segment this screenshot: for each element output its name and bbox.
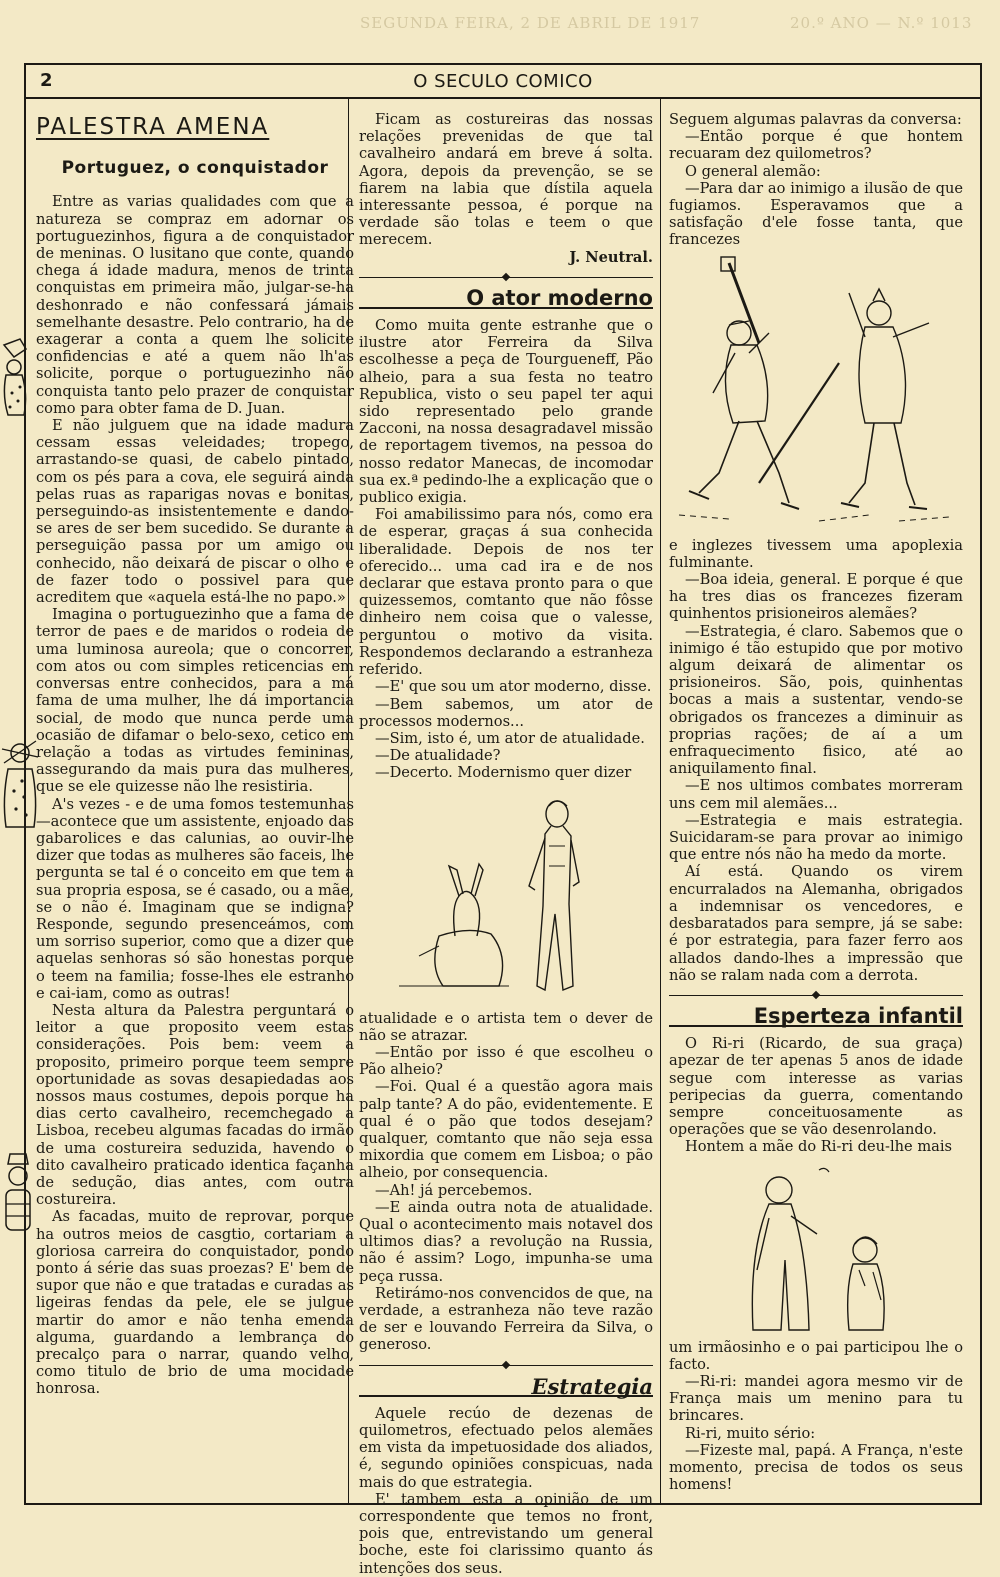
section-separator (669, 992, 963, 1000)
palestra-paragraph-5: Nesta altura da Palestra perguntará o leitor a que proposito veem estas considerações. Pois bem: veem a proposito, primeiro porque teem sempre oportunidade as sovas desapiedadas aos nossos maus costumes, depois porque ha dias certo cavalheiro, recemchegado a Lisboa, recebeu algumas facadas do irmão de uma costureira seduzida, havendo o dito cavalheiro praticado identica façanha de sedução, dias antes, com outra costureira. (36, 1001, 354, 1209)
palestra-heading: PALESTRA AMENA (36, 114, 270, 140)
bleed-through-date: SEGUNDA FEIRA, 2 DE ABRIL DE 1917 (360, 14, 701, 32)
column-3 (669, 111, 963, 1495)
column-1 (36, 111, 354, 1495)
ator-dialogue-5: —Decerto. Modernismo quer dizer (375, 764, 632, 782)
palestra-paragraph-4: A's vezes - e de uma fomos testemunhas—acontece que um assistente, enjoado das gabarolices e das calunias, ao ouvir-lhe dizer que todas as mulheres são faceis, lhe pergunta se tal é o conceito em que tem a sua propria esposa, se é casado, ou a mãe, se o não é. Imaginam que se indigna? Responde, segundo presenceámos, com um sorriso superior, como que a dizer que aquelas senhoras só são honestas porque o teem na familia; fosse-lhes ele estranho e cai-iam, como as outras! (36, 795, 354, 1002)
ator-paragraph-1: Como muita gente estranhe que o ilustre ator Ferreira da Silva escolhesse a peça de Tourgueneff, Pão alheio, para a sua festa no teatro Republica, visto o seu papel ter aqui sido representado pelo grande Zacconi, na nossa desagradavel missão de reportagem tivemos, na pessoa do nosso redator Manecas, de incomodar sua ex.ª pedindo-lhe a explicação que o publico exigia. (359, 317, 653, 507)
ator-dialogue-7: —Foi. Qual é a questão agora mais palp tante? A do pão, evidentemente. E qual é o pão que todos desejam? qualquer, comtanto que não seja essa mixordia que comem em Lisboa; o pão alheio, por consequencia. (359, 1078, 653, 1182)
newspaper-title: O SECULO COMICO (413, 71, 593, 92)
actor-illustration (359, 786, 653, 1006)
palestra-paragraph-3: Imagina o portuguezinho que a fama de terror de paes e de maridos o rodeia de uma luminosa aureola; que o concorrer, com atos ou com simples reticencias em conversas entre conhecidos, para a má fama de uma mulher, lhe dá importancia social, de modo que nunca perde uma ocasião de difamar o belo-sexo, cetico em relação a todas as virtudes femininas, assegurando da mais pura das mulheres, que se ele quizesse não lhe resistiria. (36, 606, 354, 796)
esperteza-paragraph-4: Ri-ri, muito sério: (685, 1424, 816, 1442)
estrategia-paragraph-1: Aquele recúo de dezenas de quilometros, efectuado pelos alemães em vista da impetuosidade dos aliados, é, segundo opiniões conspicuas, nada mais do que estrategia. (359, 1404, 653, 1491)
esperteza-paragraph-1: O Ri-ri (Ricardo, de sua graça) apezar de ter apenas 5 anos de idade segue com interesse as varias peripecias da guerra, comentando sempre conceituosamente as operações que se vão desenrolando. (669, 1035, 963, 1139)
ator-dialogue-3: —Sim, isto é, um ator de atualidade. (375, 729, 645, 747)
ator-dialogue-4: —De atualidade? (375, 747, 501, 765)
ator-paragraph-4: Retirámo-nos convencidos de que, na verdade, a estranheza não teve razão de ser e louvando Ferreira da Silva, o generoso. (359, 1284, 653, 1354)
section-separator (359, 274, 653, 282)
esperteza-dialogue-2: —Fizeste mal, papá. A França, n'este momento, precisa de todos os seus homens! (669, 1441, 963, 1494)
estrategia-dialogue-6: —E nos ultimos combates morreram uns cem mil alemães... (669, 777, 963, 812)
ator-paragraph-2: Foi amabilissimo para nós, como era de esperar, graças á sua conhecida liberalidade. Depois de nos ter oferecido... uma cad ira e de nos declarar que estava pronto para o que quizessemos, comtanto que não fôsse dinheiro nem coisa que o valesse, perguntou o motivo da visita. Respondemos declarando a estranheza referido. (359, 506, 653, 679)
ator-dialogue-6: —Então por isso é que escolheu o Pão alheio? (359, 1043, 653, 1079)
estrategia-dialogue-5: —Estrategia, é claro. Sabemos que o inimigo é tão estupido que por motivo algum deixará de alimentar os prisioneiros. São, pois, quinhentas bocas a mais a sustentar, vendo-se obrigados os francezes a diminuir as proprias rações; de aí a um enfraquecimento fisico, até ao aniquilamento final. (669, 622, 963, 778)
section-separator (359, 1362, 653, 1370)
esperteza-paragraph-2: Hontem a mãe do Ri-ri deu-lhe mais (685, 1138, 953, 1156)
ator-dialogue-9: —E ainda outra nota de atualidade. Qual o acontecimento mais notavel dos ultimos dias? a revolução na Russia, não é assim? Logo, impunha-se uma peça russa. (359, 1198, 653, 1285)
estrategia-paragraph-4: e inglezes tivessem uma apoplexia fulminante. (669, 536, 963, 571)
ator-paragraph-3: atualidade e o artista tem o dever de não se atrazar. (359, 1009, 653, 1044)
bleed-through-issue: 20.º ANO — N.º 1013 (790, 14, 973, 32)
palestra-paragraph-6: As facadas, muito de reprovar, porque ha outros meios de casgtio, cortariam a gloriosa carreira do conquistador, pondo ponto á série das suas proezas? E' bem de supor que não e que tratadas e curadas as ligeiras fendas da pele, ele se julgue martir do amor e não tenha emenda alguma, guardando a lembrança do precalço para o narrar, quando velho, como titulo de brio de uma mocidade honrosa. (36, 1208, 354, 1398)
estrategia-dialogue-2: O general alemão: (685, 162, 821, 180)
ator-dialogue-8: —Ah! já percebemos. (375, 1181, 533, 1199)
estrategia-paragraph-2: E' tambem esta a opinião de um correspondente que temos no front, pois que, entrevistando um general boche, este foi clarissimo quanto ás intenções dos seus. (359, 1490, 653, 1577)
newspaper-page (24, 63, 982, 1577)
estrategia-continuation: Seguem algumas palavras da conversa: (669, 111, 962, 128)
esperteza-dialogue-1: —Ri-ri: mandei agora mesmo vir de França mais um menino para tu brincares. (669, 1372, 963, 1425)
page-number: 2 (40, 70, 53, 91)
estrategia-dialogue-3: —Para dar ao inimigo a ilusão de que fugiamos. Esperavamos que a satisfação d'ele fosse tanta, que francezes (669, 179, 963, 249)
estrategia-heading: Estrategia (359, 1376, 653, 1397)
palestra-continuation: Ficam as costureiras das nossas relações prevenidas de que tal cavalheiro andará em breve á solta. Agora, depois da prevenção, se se fiarem na labia que dístila aquela interessante pessoa, é porque na verdade são tolas e teem o que merecem. (359, 111, 653, 249)
estrategia-dialogue-7: —Estrategia e mais estrategia. Suicidaram-se para provar ao inimigo que entre nós não ha medo da morte. (669, 811, 963, 864)
page-header (26, 65, 980, 99)
ator-heading: O ator moderno (359, 288, 653, 309)
estrategia-paragraph-5: Aí está. Quando os virem encurralados na Alemanha, obrigados a indemnisar os vencedores, e desbaratados para sempre, já se sabe: é por estrategia, para fazer ferro aos allados dando-lhes a impressão que não se ralam nada com a derrota. (669, 863, 963, 984)
palestra-paragraph-2: E não julguem que na idade madura cessam essas veleidades; tropego, arrastando-se quasi, de cabelo pintado, com os pés para a cova, ele seguirá ainda pelas ruas as raparigas novas e bonitas, perseguindo-as insistentemente e dando-se ares de ser bem sucedido. Se durante a perseguição passa por um amigo ou conhecido, não deixará de piscar o olho e de fazer todo o possivel para que acreditem que «aquela está-lhe no papo.» (36, 417, 354, 607)
esperteza-heading: Esperteza infantil (669, 1006, 963, 1027)
palestra-subheading: Portuguez, o conquistador (61, 158, 329, 179)
estrategia-dialogue-4: —Boa ideia, general. E porque é que ha tres dias os francezes fizeram quinhentos prisioneiros alemães? (669, 571, 963, 623)
palestra-signature: J. Neutral. (569, 248, 653, 266)
column-2 (359, 111, 653, 1577)
column-rule-2 (660, 97, 661, 1503)
ator-dialogue-2: —Bem sabemos, um ator de processos modernos... (359, 695, 653, 730)
father-and-child-illustration (669, 1160, 963, 1335)
estrategia-dialogue-1: —Então porque é que hontem recuaram dez quilometros? (669, 128, 963, 163)
esperteza-paragraph-3: um irmãosinho e o pai participou lhe o facto. (669, 1338, 963, 1373)
palestra-paragraph-1: Entre as varias qualidades com que a natureza se compraz em adornar os portuguezinhos, figura a de conquistador de meninas. O lusitano que conte, quando chega á idade madura, menos de trinta conquistas em primeira mão, julgar-se-ha deshonrado e não confessará jámais semelhante desastre. Pelo contrario, ha de exagerar a conta a quem lhe solicite confidencias e até a quem não lh'as solicite, porque o portuguezinho não conquista tanto pelo prazer de conquistar como para obter fama de D. Juan. (36, 193, 354, 417)
ator-dialogue-1: —E' que sou um ator moderno, disse. (375, 678, 652, 696)
soldiers-illustration (669, 253, 963, 533)
